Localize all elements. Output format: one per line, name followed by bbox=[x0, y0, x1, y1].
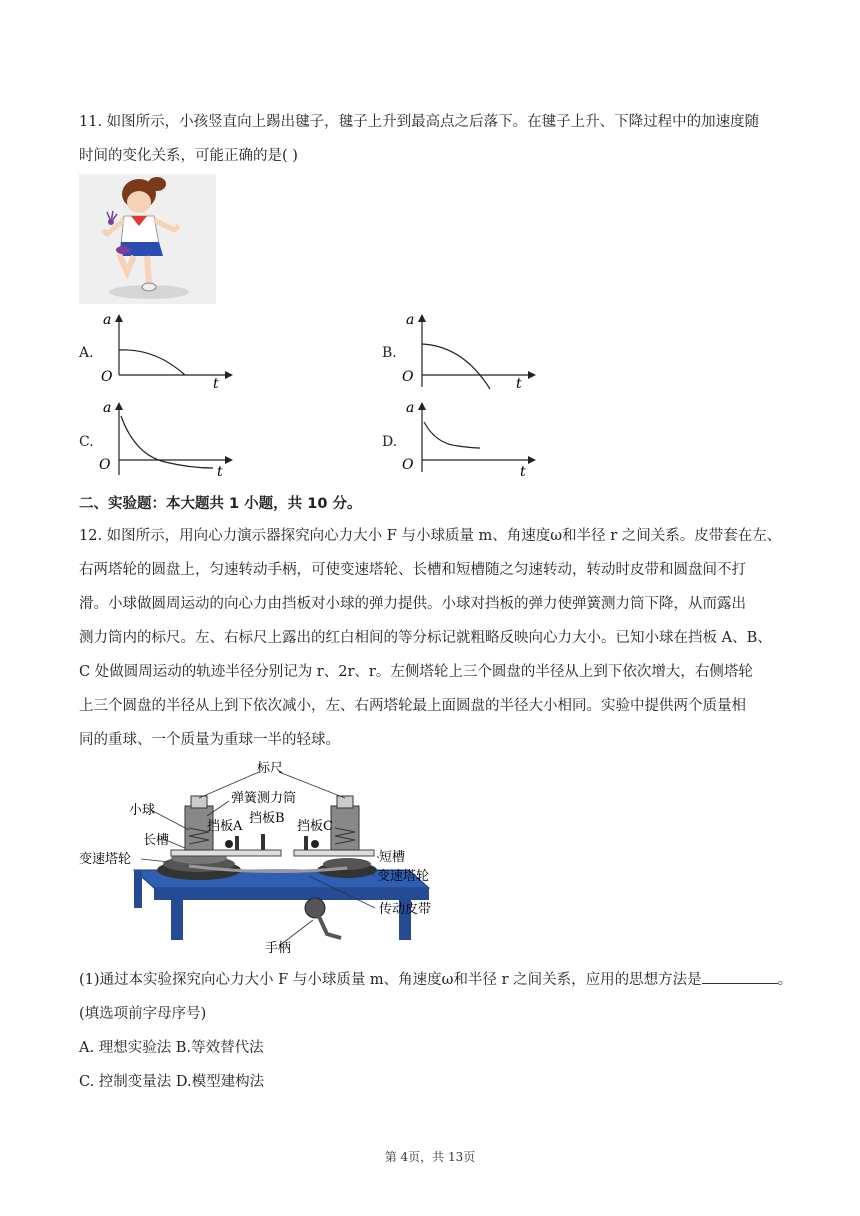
q12-sub1-hint: (填选项前字母序号) bbox=[79, 1006, 207, 1022]
option-b-label: B. bbox=[382, 345, 397, 361]
q12-line: C 处做圆周运动的轨迹半径分别记为 r、2r、r。左侧塔轮上三个圆盘的半径从上到下依次增大，右侧塔轮 bbox=[79, 664, 753, 680]
option-d-x-axis-label: t bbox=[520, 464, 526, 478]
label-shoubing: 手柄 bbox=[265, 941, 292, 956]
option-c-graph bbox=[95, 400, 235, 478]
option-c-origin-label: O bbox=[99, 457, 111, 473]
label-biaochi: 标尺 bbox=[257, 761, 284, 776]
label-biansu-right: 变速塔轮 bbox=[377, 869, 430, 884]
label-dangban-b: 挡板B bbox=[249, 811, 285, 826]
option-b-y-axis-label: a bbox=[406, 312, 415, 328]
centripetal-force-apparatus-figure bbox=[79, 758, 459, 958]
option-b-x-axis-label: t bbox=[516, 376, 522, 390]
label-tanhuang: 弹簧测力筒 bbox=[231, 791, 297, 806]
option-d-label: D. bbox=[382, 434, 398, 450]
option-d-y-axis-label: a bbox=[406, 400, 415, 416]
q12-sub1 bbox=[79, 963, 799, 997]
q12-sub1-line1: (1)通过本实验探究向心力大小 F 与小球质量 m、角速度ω和半径 r 之间关系，应用的思想方法是 bbox=[79, 972, 702, 988]
label-dangban-a: 挡板A bbox=[207, 819, 243, 834]
q12-sub1-end: 。 bbox=[777, 972, 793, 988]
q12-line: 右两塔轮的圆盘上，匀速转动手柄，可使变速塔轮、长槽和短槽随之匀速转动，转动时皮带和圆盘间不打 bbox=[79, 562, 746, 578]
option-a-origin-label: O bbox=[101, 369, 113, 385]
q12-line: 测力筒内的标尺。左、右标尺上露出的红白相间的等分标记就粗略反映向心力大小。已知小球在挡板 A、B、 bbox=[79, 630, 772, 646]
label-pidai: 传动皮带 bbox=[379, 902, 432, 917]
option-b-graph bbox=[398, 312, 538, 390]
section-heading: 二、实验题：本大题共 1 小题，共 10 分。 bbox=[79, 496, 362, 512]
question-11 bbox=[79, 105, 791, 173]
q12-line: 同的重球、一个质量为重球一半的轻球。 bbox=[79, 732, 340, 748]
option-a-y-axis-label: a bbox=[103, 312, 112, 328]
question-12 bbox=[79, 519, 791, 757]
option-d-origin-label: O bbox=[402, 457, 414, 473]
q12-line: 12. 如图所示，用向心力演示器探究向心力大小 F 与小球质量 m、角速度ω和半径 r 之间关系。皮带套在左、 bbox=[79, 528, 782, 544]
option-c-label: C. bbox=[79, 434, 94, 450]
page-footer: 第 4页，共 13页 bbox=[384, 1150, 476, 1164]
q11-line1: 11. 如图所示，小孩竖直向上踢出毽子，毽子上升到最高点之后落下。在毽子上升、下降过程中的加速度随 bbox=[79, 114, 760, 130]
q11-line2: 时间的变化关系，可能正确的是( ) bbox=[79, 148, 298, 164]
option-c-y-axis-label: a bbox=[103, 400, 112, 416]
label-xiaoqiu: 小球 bbox=[129, 803, 156, 818]
option-a-graph bbox=[95, 312, 235, 390]
label-duancao: 短槽 bbox=[379, 850, 406, 865]
girl-kicking-shuttlecock-image bbox=[79, 174, 216, 304]
option-a-label: A. bbox=[79, 345, 94, 361]
choice-cd: C. 控制变量法 D.模型建构法 bbox=[79, 1074, 265, 1090]
label-biansu-left: 变速塔轮 bbox=[79, 852, 132, 867]
option-d-graph bbox=[398, 400, 538, 478]
choice-ab: A. 理想实验法 B.等效替代法 bbox=[79, 1040, 264, 1056]
option-c-x-axis-label: t bbox=[217, 464, 223, 478]
label-dangban-c: 挡板C bbox=[297, 819, 333, 834]
option-b-origin-label: O bbox=[402, 369, 414, 385]
option-a-x-axis-label: t bbox=[213, 376, 219, 390]
answer-blank[interactable] bbox=[702, 969, 778, 984]
q12-line: 滑。小球做圆周运动的向心力由挡板对小球的弹力提供。小球对挡板的弹力使弹簧测力筒下降，从而露出 bbox=[79, 596, 746, 612]
q12-line: 上三个圆盘的半径从上到下依次减小，左、右两塔轮最上面圆盘的半径大小相同。实验中提供两个质量相 bbox=[79, 698, 746, 714]
label-changcao: 长槽 bbox=[143, 833, 170, 848]
